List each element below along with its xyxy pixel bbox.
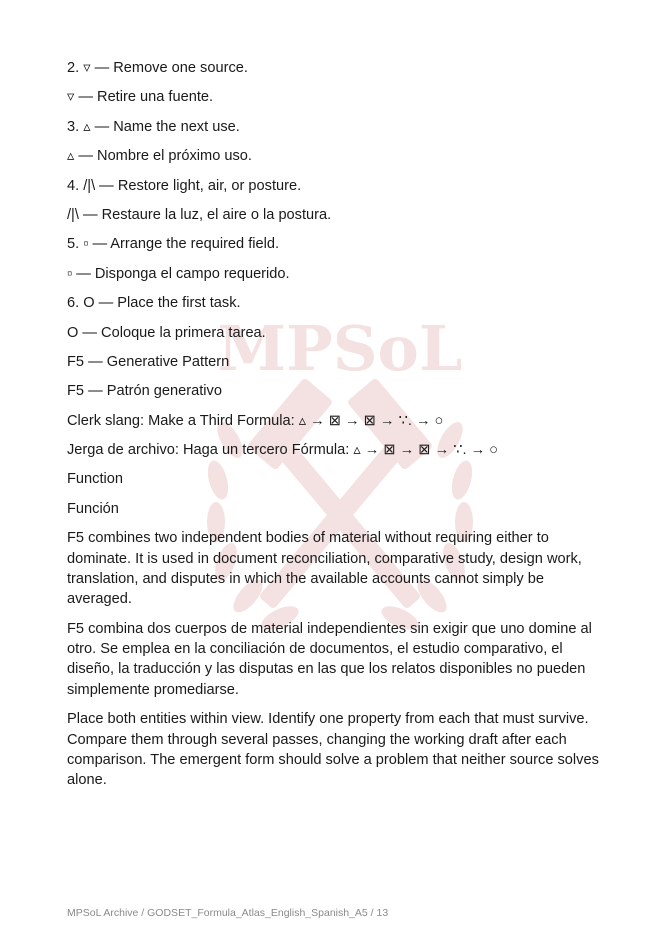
function-paragraph-english: F5 combines two independent bodies of material without requiring either to dominate. It is used in document reconciliation, comparative study, design work, translation, and disputes in which the available accounts cannot simply be averaged.	[67, 530, 582, 608]
step-3-english: 3. ▵ — Name the next use.	[67, 118, 240, 135]
step-6-english: 6. O — Place the first task.	[67, 295, 241, 312]
step-5-spanish: ▫ — Disponga el campo requerido.	[67, 265, 290, 282]
step-5-english: 5. ▫ — Arrange the required field.	[67, 236, 280, 253]
function-paragraph-spanish: F5 combina dos cuerpos de material independientes sin exigir que uno domine al otro. Se emplea en la conciliación de documentos, el estudio comparativo, el diseño, la traducción y las disputas en las que los relatos disponibles no pueden simplemente promediarse.	[67, 620, 592, 698]
document-body	[67, 58, 607, 800]
section-heading-english: F5 — Generative Pattern	[67, 353, 230, 370]
page-footer: MPSoL Archive / GODSET_Formula_Atlas_English_Spanish_A5 / 13	[67, 907, 389, 919]
step-6-spanish: O — Coloque la primera tarea.	[67, 324, 266, 341]
step-4-spanish: /|\ — Restaure la luz, el aire o la postura.	[67, 206, 332, 223]
step-2-english: 2. ▿ — Remove one source.	[67, 60, 248, 76]
step-4-english: 4. /|\ — Restore light, air, or posture.	[67, 177, 302, 194]
function-heading-english: Function	[67, 471, 123, 488]
clerk-slang-formula-english: Clerk slang: Make a Third Formula: ▵ → ⊠ → ⊠ → ∵. → ○	[67, 412, 444, 429]
clerk-slang-formula-spanish: Jerga de archivo: Haga un tercero Fórmula: ▵ → ⊠ → ⊠ → ∵. → ○	[67, 442, 499, 459]
procedure-paragraph: Place both entities within view. Identify one property from each that must survive. Compare them through several passes, changing the working draft after each comparison. The emergent form should solve a problem that neither source solves alone.	[67, 711, 599, 789]
step-3-spanish: ▵ — Nombre el próximo uso.	[67, 148, 252, 165]
function-heading-spanish: Función	[67, 500, 119, 517]
step-2-spanish: ▿ — Retire una fuente.	[67, 89, 214, 106]
section-heading-spanish: F5 — Patrón generativo	[67, 383, 222, 400]
watermark-text: MPSoL	[217, 312, 463, 385]
